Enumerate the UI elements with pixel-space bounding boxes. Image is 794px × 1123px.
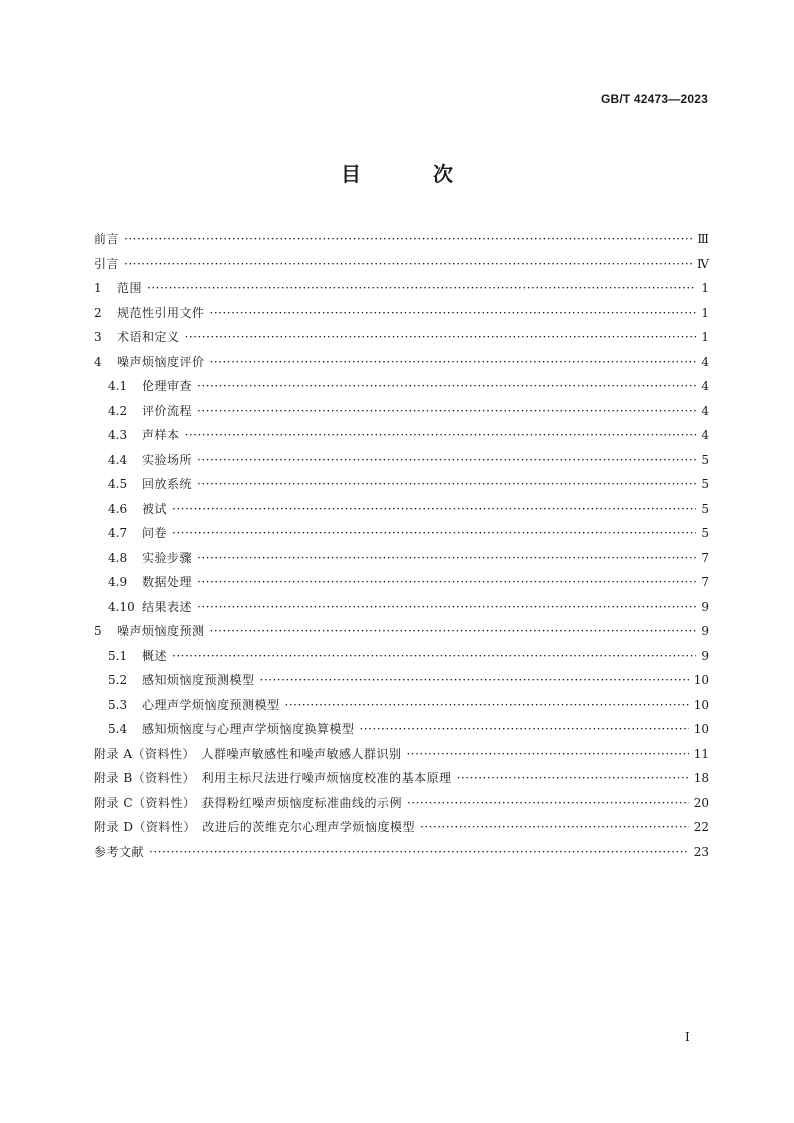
- toc-entry-label: 参考文献: [94, 844, 145, 859]
- dot-leader: [210, 301, 696, 326]
- dot-leader: [124, 227, 692, 252]
- dot-leader: [285, 693, 689, 718]
- toc-entry-label: 评价流程: [142, 403, 193, 418]
- toc-entry-label: 范围: [117, 281, 143, 295]
- toc-entry-number: 1: [94, 281, 102, 295]
- toc-entry-page: 1: [701, 305, 709, 320]
- dot-leader: [197, 374, 696, 399]
- toc-entry-number: 4.2: [108, 403, 128, 418]
- toc-entry-label: 问卷: [142, 526, 168, 540]
- toc-entry[interactable]: [94, 668, 709, 693]
- dot-leader: [147, 276, 696, 301]
- dot-leader: [185, 325, 696, 350]
- toc-entry-label: 被试: [142, 501, 168, 516]
- toc-entry[interactable]: [94, 423, 709, 448]
- toc-entry-number: 3: [94, 330, 102, 344]
- toc-entry[interactable]: [94, 374, 709, 399]
- toc-entry-number: 4.10: [108, 599, 135, 614]
- toc-entry-number: 2: [94, 305, 102, 320]
- toc-entry-number: 5.1: [108, 648, 128, 663]
- standard-number: GB/T 42473—2023: [600, 92, 708, 106]
- toc-entry[interactable]: [94, 840, 709, 865]
- toc-entry-label: 伦理审查: [142, 379, 193, 393]
- page-title: 目 次: [341, 162, 479, 186]
- toc-entry[interactable]: [94, 595, 709, 620]
- toc-entry-page: 9: [701, 648, 709, 663]
- dot-leader: [406, 742, 688, 767]
- dot-leader: [360, 717, 689, 742]
- toc-entry-label: 实验步骤: [142, 550, 193, 565]
- toc-entry-label: 概述: [142, 648, 168, 663]
- toc-entry-number: 4.8: [108, 550, 128, 565]
- dot-leader: [197, 570, 696, 595]
- dot-leader: [407, 791, 689, 816]
- toc-entry-page: 4: [701, 354, 709, 369]
- dot-leader: [420, 815, 689, 840]
- toc-entry-number: 5: [94, 624, 102, 638]
- toc-entry-label: 噪声烦恼度预测: [117, 624, 205, 638]
- dot-leader: [149, 840, 689, 865]
- dot-leader: [197, 546, 696, 571]
- toc-entry[interactable]: [94, 227, 709, 252]
- toc-entry[interactable]: [94, 301, 709, 326]
- toc-entry-page: 5: [701, 501, 709, 516]
- toc-entry-page: 11: [693, 746, 709, 761]
- toc-entry-label: 引言: [94, 256, 120, 271]
- dot-leader: [197, 472, 696, 497]
- toc-entry-label: 前言: [94, 232, 120, 246]
- toc-entry-page: 7: [701, 550, 709, 565]
- toc-entry-page: 5: [701, 477, 709, 491]
- dot-leader: [197, 448, 696, 473]
- toc-entry[interactable]: [94, 350, 709, 375]
- dot-leader: [197, 399, 696, 424]
- toc-entry-page: 9: [701, 599, 709, 614]
- toc-entry-page: 5: [701, 452, 709, 467]
- toc-entry-label: 噪声烦恼度评价: [117, 354, 205, 369]
- toc-entry[interactable]: [94, 717, 709, 742]
- toc-entry-page: 10: [693, 722, 709, 736]
- dot-leader: [185, 423, 696, 448]
- toc-entry[interactable]: [94, 448, 709, 473]
- toc-entry[interactable]: [94, 252, 709, 277]
- toc-entry[interactable]: [94, 546, 709, 571]
- toc-entry[interactable]: [94, 570, 709, 595]
- toc-entry-label: 附录 C（资料性） 获得粉红噪声烦恼度标准曲线的示例: [94, 795, 402, 810]
- page-number: Ⅰ: [685, 1030, 690, 1044]
- toc-entry-page: 20: [693, 795, 709, 810]
- toc-entry-number: 4.7: [108, 526, 128, 540]
- toc-entry-label: 回放系统: [142, 477, 193, 491]
- toc-entry-label: 附录 A（资料性） 人群噪声敏感性和噪声敏感人群识别: [94, 746, 402, 761]
- dot-leader: [457, 766, 689, 791]
- toc-entry[interactable]: [94, 693, 709, 718]
- toc-entry-number: 5.4: [108, 722, 128, 736]
- toc-entry-page: 23: [693, 844, 709, 859]
- toc-entry[interactable]: [94, 497, 709, 522]
- toc-entry-number: 4: [94, 354, 102, 369]
- dot-leader: [197, 595, 696, 620]
- toc-entry[interactable]: [94, 815, 709, 840]
- toc-entry-page: Ⅲ: [697, 232, 709, 246]
- toc-entry-label: 感知烦恼度预测模型: [142, 673, 255, 687]
- toc-entry[interactable]: [94, 276, 709, 301]
- toc-entry-label: 感知烦恼度与心理声学烦恼度换算模型: [142, 722, 355, 736]
- toc-entry-page: 4: [701, 379, 709, 393]
- toc-entry-label: 心理声学烦恼度预测模型: [142, 697, 280, 712]
- dot-leader: [172, 521, 696, 546]
- toc-entry[interactable]: [94, 472, 709, 497]
- table-of-contents: [94, 227, 709, 864]
- toc-entry-number: 5.2: [108, 673, 128, 687]
- toc-entry-page: 4: [701, 403, 709, 418]
- toc-entry-page: Ⅳ: [697, 256, 709, 271]
- toc-entry-page: 4: [701, 428, 709, 442]
- toc-entry[interactable]: [94, 325, 709, 350]
- toc-entry-label: 声样本: [142, 428, 180, 442]
- toc-entry-page: 10: [693, 697, 709, 712]
- toc-entry-page: 9: [701, 624, 709, 638]
- toc-entry-page: 22: [693, 820, 709, 834]
- toc-entry-label: 附录 B（资料性） 利用主标尺法进行噪声烦恼度校准的基本原理: [94, 771, 452, 785]
- toc-entry-number: 4.9: [108, 575, 128, 589]
- toc-entry-page: 10: [693, 673, 709, 687]
- toc-entry-label: 规范性引用文件: [117, 305, 205, 320]
- toc-entry[interactable]: [94, 791, 709, 816]
- toc-entry-number: 4.5: [108, 477, 128, 491]
- toc-entry-label: 附录 D（资料性） 改进后的茨维克尔心理声学烦恼度模型: [94, 820, 415, 834]
- dot-leader: [172, 644, 696, 669]
- toc-entry-number: 4.1: [108, 379, 128, 393]
- toc-entry-page: 18: [693, 771, 709, 785]
- toc-entry[interactable]: [94, 521, 709, 546]
- toc-entry-number: 4.4: [108, 452, 128, 467]
- toc-entry[interactable]: [94, 766, 709, 791]
- dot-leader: [124, 252, 692, 277]
- toc-entry-page: 5: [701, 526, 709, 540]
- toc-entry-label: 数据处理: [142, 575, 193, 589]
- toc-entry-page: 1: [701, 330, 709, 344]
- toc-entry[interactable]: [94, 742, 709, 767]
- toc-entry-label: 术语和定义: [117, 330, 180, 344]
- toc-entry-label: 实验场所: [142, 452, 193, 467]
- toc-entry[interactable]: [94, 399, 709, 424]
- toc-entry-label: 结果表述: [142, 599, 193, 614]
- dot-leader: [260, 668, 689, 693]
- dot-leader: [210, 350, 696, 375]
- toc-entry-number: 5.3: [108, 697, 128, 712]
- toc-entry-page: 7: [701, 575, 709, 589]
- toc-entry[interactable]: [94, 619, 709, 644]
- toc-entry[interactable]: [94, 644, 709, 669]
- dot-leader: [172, 497, 696, 522]
- toc-entry-number: 4.3: [108, 428, 128, 442]
- toc-entry-page: 1: [701, 281, 709, 295]
- dot-leader: [210, 619, 696, 644]
- toc-entry-number: 4.6: [108, 501, 128, 516]
